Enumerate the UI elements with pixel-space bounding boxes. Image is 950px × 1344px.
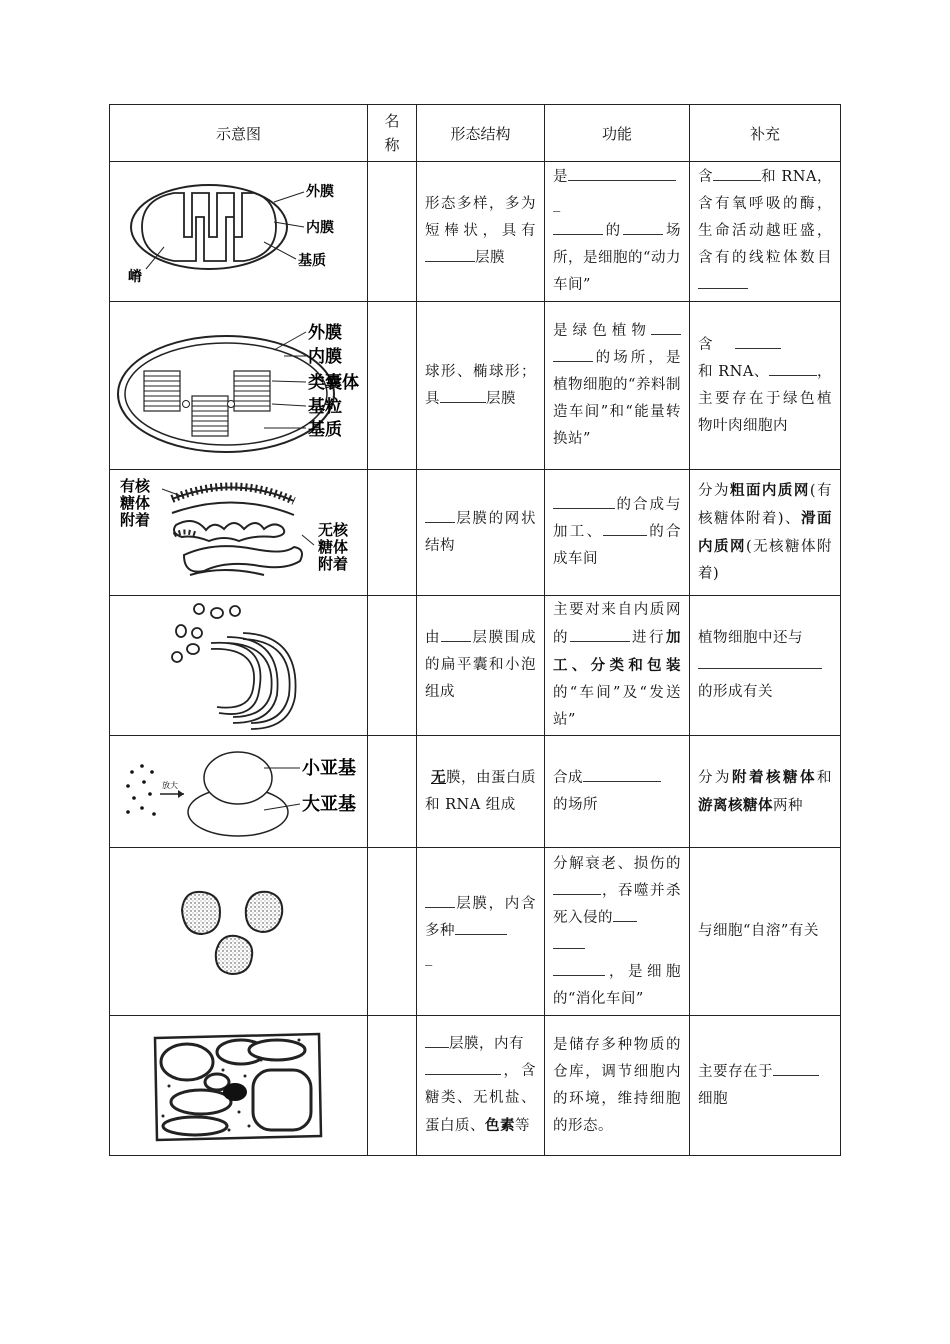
table-row <box>110 848 841 1016</box>
table-row <box>110 470 841 596</box>
organelle-table <box>109 104 841 1156</box>
label-thylakoid: 类囊体 <box>307 372 359 393</box>
supplement-cell: 主要存在于 细胞 <box>690 1016 841 1156</box>
supplement-cell: 含 和 RNA，含有氧呼吸的酶，生命活动越旺盛，含有的线粒体数目 <box>690 162 841 302</box>
function-cell: 是绿色植物的场所，是植物细胞的“养料制造车间”和“能量转换站” <box>545 302 690 470</box>
structure-cell: 球形、椭球形；具 层膜 <box>417 302 545 470</box>
chloroplast-diagram <box>110 302 368 470</box>
label-magnify: 放大 <box>161 780 178 790</box>
label-small-subunit: 小亚基 <box>301 757 356 779</box>
structure-cell: 由 层膜围成的扁平囊和小泡组成 <box>417 596 545 736</box>
label-rough-er-2: 糖体 <box>119 493 150 512</box>
header-row <box>110 105 841 162</box>
label-matrix: 基质 <box>297 252 326 269</box>
function-cell: 的合成与加工、 的合成车间 <box>545 470 690 596</box>
name-cell[interactable] <box>368 162 417 302</box>
function-cell: 是 _ 的 场所，是细胞的“动力车间” <box>545 162 690 302</box>
structure-cell: 层膜，内有 ，含糖类、无机盐、蛋白质、色素等 <box>417 1016 545 1156</box>
vacuole-diagram <box>110 1016 368 1156</box>
label-outer-membrane: 外膜 <box>305 183 334 200</box>
name-cell[interactable] <box>368 1016 417 1156</box>
header-structure: 形态结构 <box>417 105 545 162</box>
structure-cell: 层膜，内含多种 _ <box>417 848 545 1016</box>
header-name: 名 称 <box>368 105 417 162</box>
table-row <box>110 302 841 470</box>
label-smooth-er-3: 附着 <box>317 554 348 573</box>
name-cell[interactable] <box>368 470 417 596</box>
table-row <box>110 1016 841 1156</box>
table-row <box>110 736 841 848</box>
header-supplement: 补充 <box>690 105 841 162</box>
supplement-cell: 含 和 RNA、 ，主要存在于绿色植物叶肉细胞内 <box>690 302 841 470</box>
header-function: 功能 <box>545 105 690 162</box>
name-cell[interactable] <box>368 596 417 736</box>
label-smooth-er-1: 无核 <box>317 520 348 539</box>
structure-cell: 层膜的网状结构 <box>417 470 545 596</box>
supplement-cell: 与细胞“自溶”有关 <box>690 848 841 1016</box>
table-row <box>110 596 841 736</box>
endoplasmic-reticulum-diagram <box>110 470 368 596</box>
function-cell: 合成 的场所 <box>545 736 690 848</box>
label-rough-er-1: 有核 <box>119 476 150 495</box>
structure-cell: 无膜，由蛋白质和 RNA 组成 <box>417 736 545 848</box>
golgi-apparatus-diagram <box>110 596 368 736</box>
label-cristae: 嵴 <box>127 268 142 285</box>
function-cell: 是储存多种物质的仓库，调节细胞内的环境，维持细胞的形态。 <box>545 1016 690 1156</box>
mitochondrion-diagram <box>110 162 368 302</box>
label-large-subunit: 大亚基 <box>301 793 356 815</box>
function-cell: 分解衰老、损伤的，吞噬并杀死入侵的 ，是细胞的“消化车间” <box>545 848 690 1016</box>
header-diagram: 示意图 <box>110 105 368 162</box>
label-smooth-er-2: 糖体 <box>317 537 348 556</box>
name-cell[interactable] <box>368 736 417 848</box>
ribosome-diagram <box>110 736 368 848</box>
supplement-cell: 分为粗面内质网(有核糖体附着)、滑面内质网(无核糖体附着) <box>690 470 841 596</box>
lysosome-diagram <box>110 848 368 1016</box>
label-inner-membrane: 内膜 <box>307 346 342 367</box>
supplement-cell: 分为附着核糖体和游离核糖体两种 <box>690 736 841 848</box>
label-outer-membrane: 外膜 <box>307 322 342 343</box>
structure-cell: 形态多样，多为短棒状，具有层膜 <box>417 162 545 302</box>
name-cell[interactable] <box>368 302 417 470</box>
supplement-cell: 植物细胞中还与 的形成有关 <box>690 596 841 736</box>
label-inner-membrane: 内膜 <box>305 219 334 236</box>
name-cell[interactable] <box>368 848 417 1016</box>
label-rough-er-3: 附着 <box>119 510 150 529</box>
function-cell: 主要对来自内质网的 进行加工、分类和包装的“车间”及“发送站” <box>545 596 690 736</box>
label-granum: 基粒 <box>307 396 342 417</box>
table-row <box>110 162 841 302</box>
label-stroma: 基质 <box>307 419 342 440</box>
